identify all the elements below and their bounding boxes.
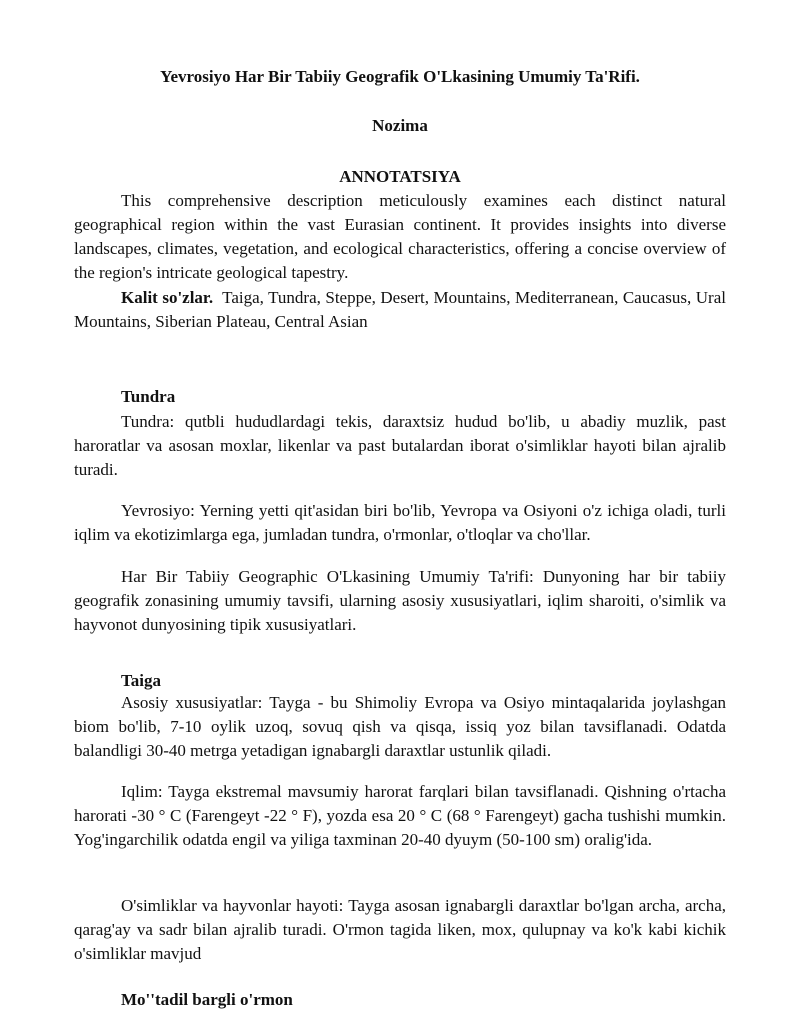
section-heading-tundra: Tundra	[121, 387, 176, 406]
tundra-paragraph-1: Tundra: qutbli hududlardagi tekis, daraxtsiz hudud bo'lib, u abadiy muzlik, past haroratlar va asosan moxlar, likenlar va past butalardan iborat o'simliklar hayoti bilan ajralib turadi.	[74, 412, 726, 479]
tundra-paragraph-2: Yevrosiyo: Yerning yetti qit'asidan biri bo'lib, Yevropa va Osiyoni o'z ichiga oladi, turli iqlim va ekotizimlarga ega, jumladan tundra, o'rmonlar, o'tloqlar va cho'llar.	[74, 501, 726, 544]
document-title: Yevrosiyo Har Bir Tabiiy Geografik O'Lkasining Umumiy Ta'Rifi.	[160, 67, 640, 86]
keywords-paragraph	[74, 286, 726, 334]
taiga-paragraph-3: O'simliklar va hayvonlar hayoti: Tayga asosan ignabargli daraxtlar bo'lgan archa, archa, qarag'ay va sadr bilan ajralib turadi. O'rmon tagida liken, mox, qulupnay va ko'k kabi kichik o'simliklar mavjud	[74, 896, 726, 963]
author-name: Nozima	[372, 116, 428, 135]
annotation-paragraph: This comprehensive description meticulously examines each distinct natural geographical region within the vast Eurasian continent. It provides insights into diverse landscapes, climates, vegetation, and ecological characteristics, offering a concise overview of the region's intricate geological tapestry.	[74, 191, 726, 282]
section-heading-taiga: Taiga	[121, 671, 162, 690]
keywords-label: Kalit so'zlar.	[121, 288, 214, 307]
keywords-text: Taiga, Tundra, Steppe, Desert, Mountains, Mediterranean, Caucasus, Ural Mountains, Siberian Plateau, Central Asian	[74, 288, 726, 331]
section-heading-temperate-forest: Mo''tadil bargli o'rmon	[121, 990, 293, 1009]
tundra-paragraph-3: Har Bir Tabiiy Geographic O'Lkasining Umumiy Ta'rifi: Dunyoning har bir tabiiy geografik zonasining umumiy tavsifi, ularning asosiy xususiyatlari, iqlim sharoiti, o'simlik va hayvonot dunyosining tipik xususiyatlari.	[74, 567, 726, 634]
annotation-heading: ANNOTATSIYA	[339, 167, 461, 186]
taiga-paragraph-2: Iqlim: Tayga ekstremal mavsumiy harorat farqlari bilan tavsiflanadi. Qishning o'rtacha harorati -30 ° C (Farengeyt -22 ° F), yozda esa 20 ° C (68 ° Farengeyt) gacha tushishi mumkin. Yog'ingarchilik odatda engil va yiliga taxminan 20-40 dyuym (50-100 sm) oralig'ida.	[74, 782, 726, 849]
taiga-paragraph-1: Asosiy xususiyatlar: Tayga - bu Shimoliy Evropa va Osiyo mintaqalarida joylashgan biom bo'lib, 7-10 oylik uzoq, sovuq qish va qisqa, issiq yoz bilan tavsiflanadi. Odatda balandligi 30-40 metrga yetadigan ignabargli daraxtlar ustunlik qiladi.	[74, 693, 726, 760]
